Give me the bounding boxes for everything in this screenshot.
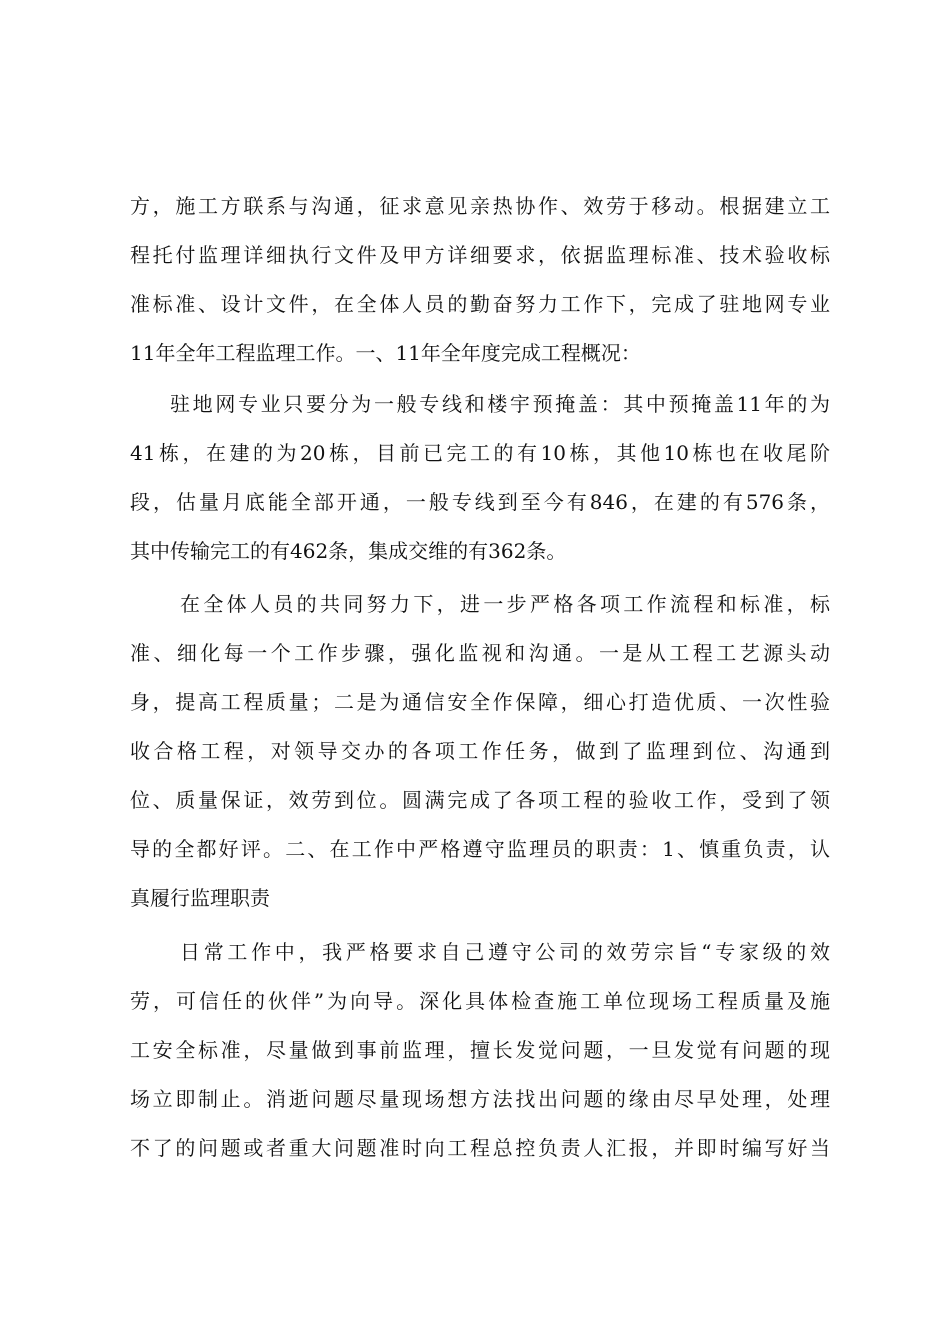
- text-line: 段，估量月底能全部开通，一般专线到至今有846，在建的有576条，: [130, 490, 830, 514]
- paragraph-3: [130, 580, 830, 923]
- paragraph-2: [130, 380, 830, 576]
- text-line: 准、细化每一个工作步骤，强化监视和沟通。一是从工程工艺源头动: [130, 641, 830, 665]
- text-line: 收合格工程，对领导交办的各项工作任务，做到了监理到位、沟通到: [130, 739, 830, 763]
- text-line: 劳，可信任的伙伴”为向导。深化具体检查施工单位现场工程质量及施: [130, 989, 830, 1013]
- text-line: 驻地网专业只要分为一般专线和楼宇预掩盖：其中预掩盖11年的为: [170, 392, 830, 416]
- text-line: 程托付监理详细执行文件及甲方详细要求，依据监理标准、技术验收标: [130, 243, 830, 267]
- text-line: 场立即制止。消逝问题尽量现场想方法找出问题的缘由尽早处理，处理: [130, 1087, 830, 1111]
- paragraph-1: [130, 182, 830, 378]
- text-line: 方，施工方联系与沟通，征求意见亲热协作、效劳于移动。根据建立工: [130, 194, 830, 218]
- text-line: 不了的问题或者重大问题准时向工程总控负责人汇报，并即时编写好当: [130, 1136, 830, 1160]
- text-line: 41栋，在建的为20栋，目前已完工的有10栋，其他10栋也在收尾阶: [130, 441, 830, 465]
- text-line: 位、质量保证，效劳到位。圆满完成了各项工程的验收工作，受到了领: [130, 788, 830, 812]
- paragraph-4: [130, 928, 830, 1173]
- text-line: 日常工作中，我严格要求自己遵守公司的效劳宗旨“专家级的效: [180, 940, 830, 964]
- text-line: 真履行监理职责: [130, 886, 270, 910]
- text-line: 身，提高工程质量；二是为通信安全作保障，细心打造优质、一次性验: [130, 690, 830, 714]
- text-line: 准标准、设计文件，在全体人员的勤奋努力工作下，完成了驻地网专业: [130, 292, 830, 316]
- text-line: 工安全标准，尽量做到事前监理，擅长发觉问题，一旦发觉有问题的现: [130, 1038, 830, 1062]
- text-line: 导的全都好评。二、在工作中严格遵守监理员的职责：1、慎重负责，认: [130, 837, 830, 861]
- text-line: 在全体人员的共同努力下，进一步严格各项工作流程和标准，标: [180, 592, 830, 616]
- text-line: 11年全年工程监理工作。一、11年全年度完成工程概况：: [130, 341, 641, 365]
- text-line: 其中传输完工的有462条，集成交维的有362条。: [130, 539, 567, 563]
